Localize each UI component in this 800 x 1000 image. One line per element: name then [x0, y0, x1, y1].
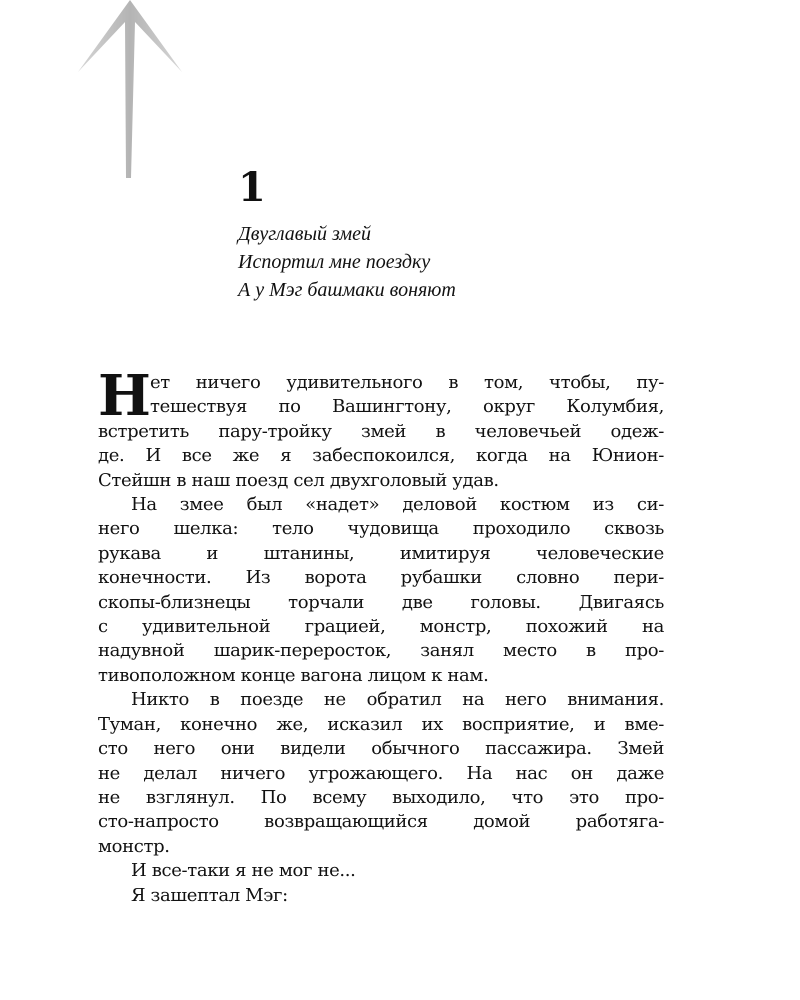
text-line: Никто в поезде не обратил на него внимания. [131, 689, 664, 711]
epigraph-line: Испортил мне поездку [238, 251, 431, 273]
text-line: тивоположном конце вагона лицом к нам. [98, 664, 489, 686]
text-line: скопы-близнецы торчали две головы. Двигаясь [98, 591, 664, 613]
text-line: рукава и штанины, имитируя человеческие [98, 542, 664, 564]
text-line: него шелка: тело чудовища проходило сквозь [98, 518, 664, 540]
text-line: ет ничего удивительного в том, чтобы, пу- [150, 372, 664, 393]
epigraph [238, 220, 658, 304]
text-line: конечности. Из ворота рубашки словно пери- [98, 567, 664, 589]
text-line: не делал ничего угрожающего. На нас он даже [98, 762, 664, 784]
text-line: тешествуя по Вашингтону, округ Колумбия, [150, 396, 664, 418]
text-line: монстр. [98, 835, 170, 857]
text-line: Я зашептал Мэг: [131, 884, 288, 906]
text-line: де. И все же я забеспокоился, когда на Юнион- [98, 445, 664, 467]
text-line: встретить пару-тройку змей в человечьей одеж- [98, 420, 664, 442]
text-line: На змее был «надет» деловой костюм из си- [131, 494, 664, 516]
text-line: не взглянул. По всему выходило, что это про- [98, 786, 664, 808]
chapter-number: 1 [238, 164, 266, 211]
text-line: сто него они видели обычного пассажира. Змей [98, 738, 664, 760]
text-line: Туман, конечно же, исказил их восприятие, и вме- [98, 713, 664, 735]
text-line: с удивительной грацией, монстр, похожий на [98, 616, 664, 638]
drop-cap: Н [98, 363, 151, 429]
up-arrow-icon [78, 0, 182, 178]
epigraph-line: Двуглавый змей [238, 223, 371, 245]
epigraph-line: А у Мэг башмаки воняют [238, 279, 456, 301]
text-line: надувной шарик-переросток, занял место в про- [98, 640, 664, 662]
text-line: Стейшн в наш поезд сел двухголовый удав. [98, 469, 499, 491]
text-line: сто-напросто возвращающийся домой работяга- [98, 811, 664, 833]
chapter-body [98, 363, 664, 908]
text-line: И все-таки я не мог не... [131, 860, 356, 882]
